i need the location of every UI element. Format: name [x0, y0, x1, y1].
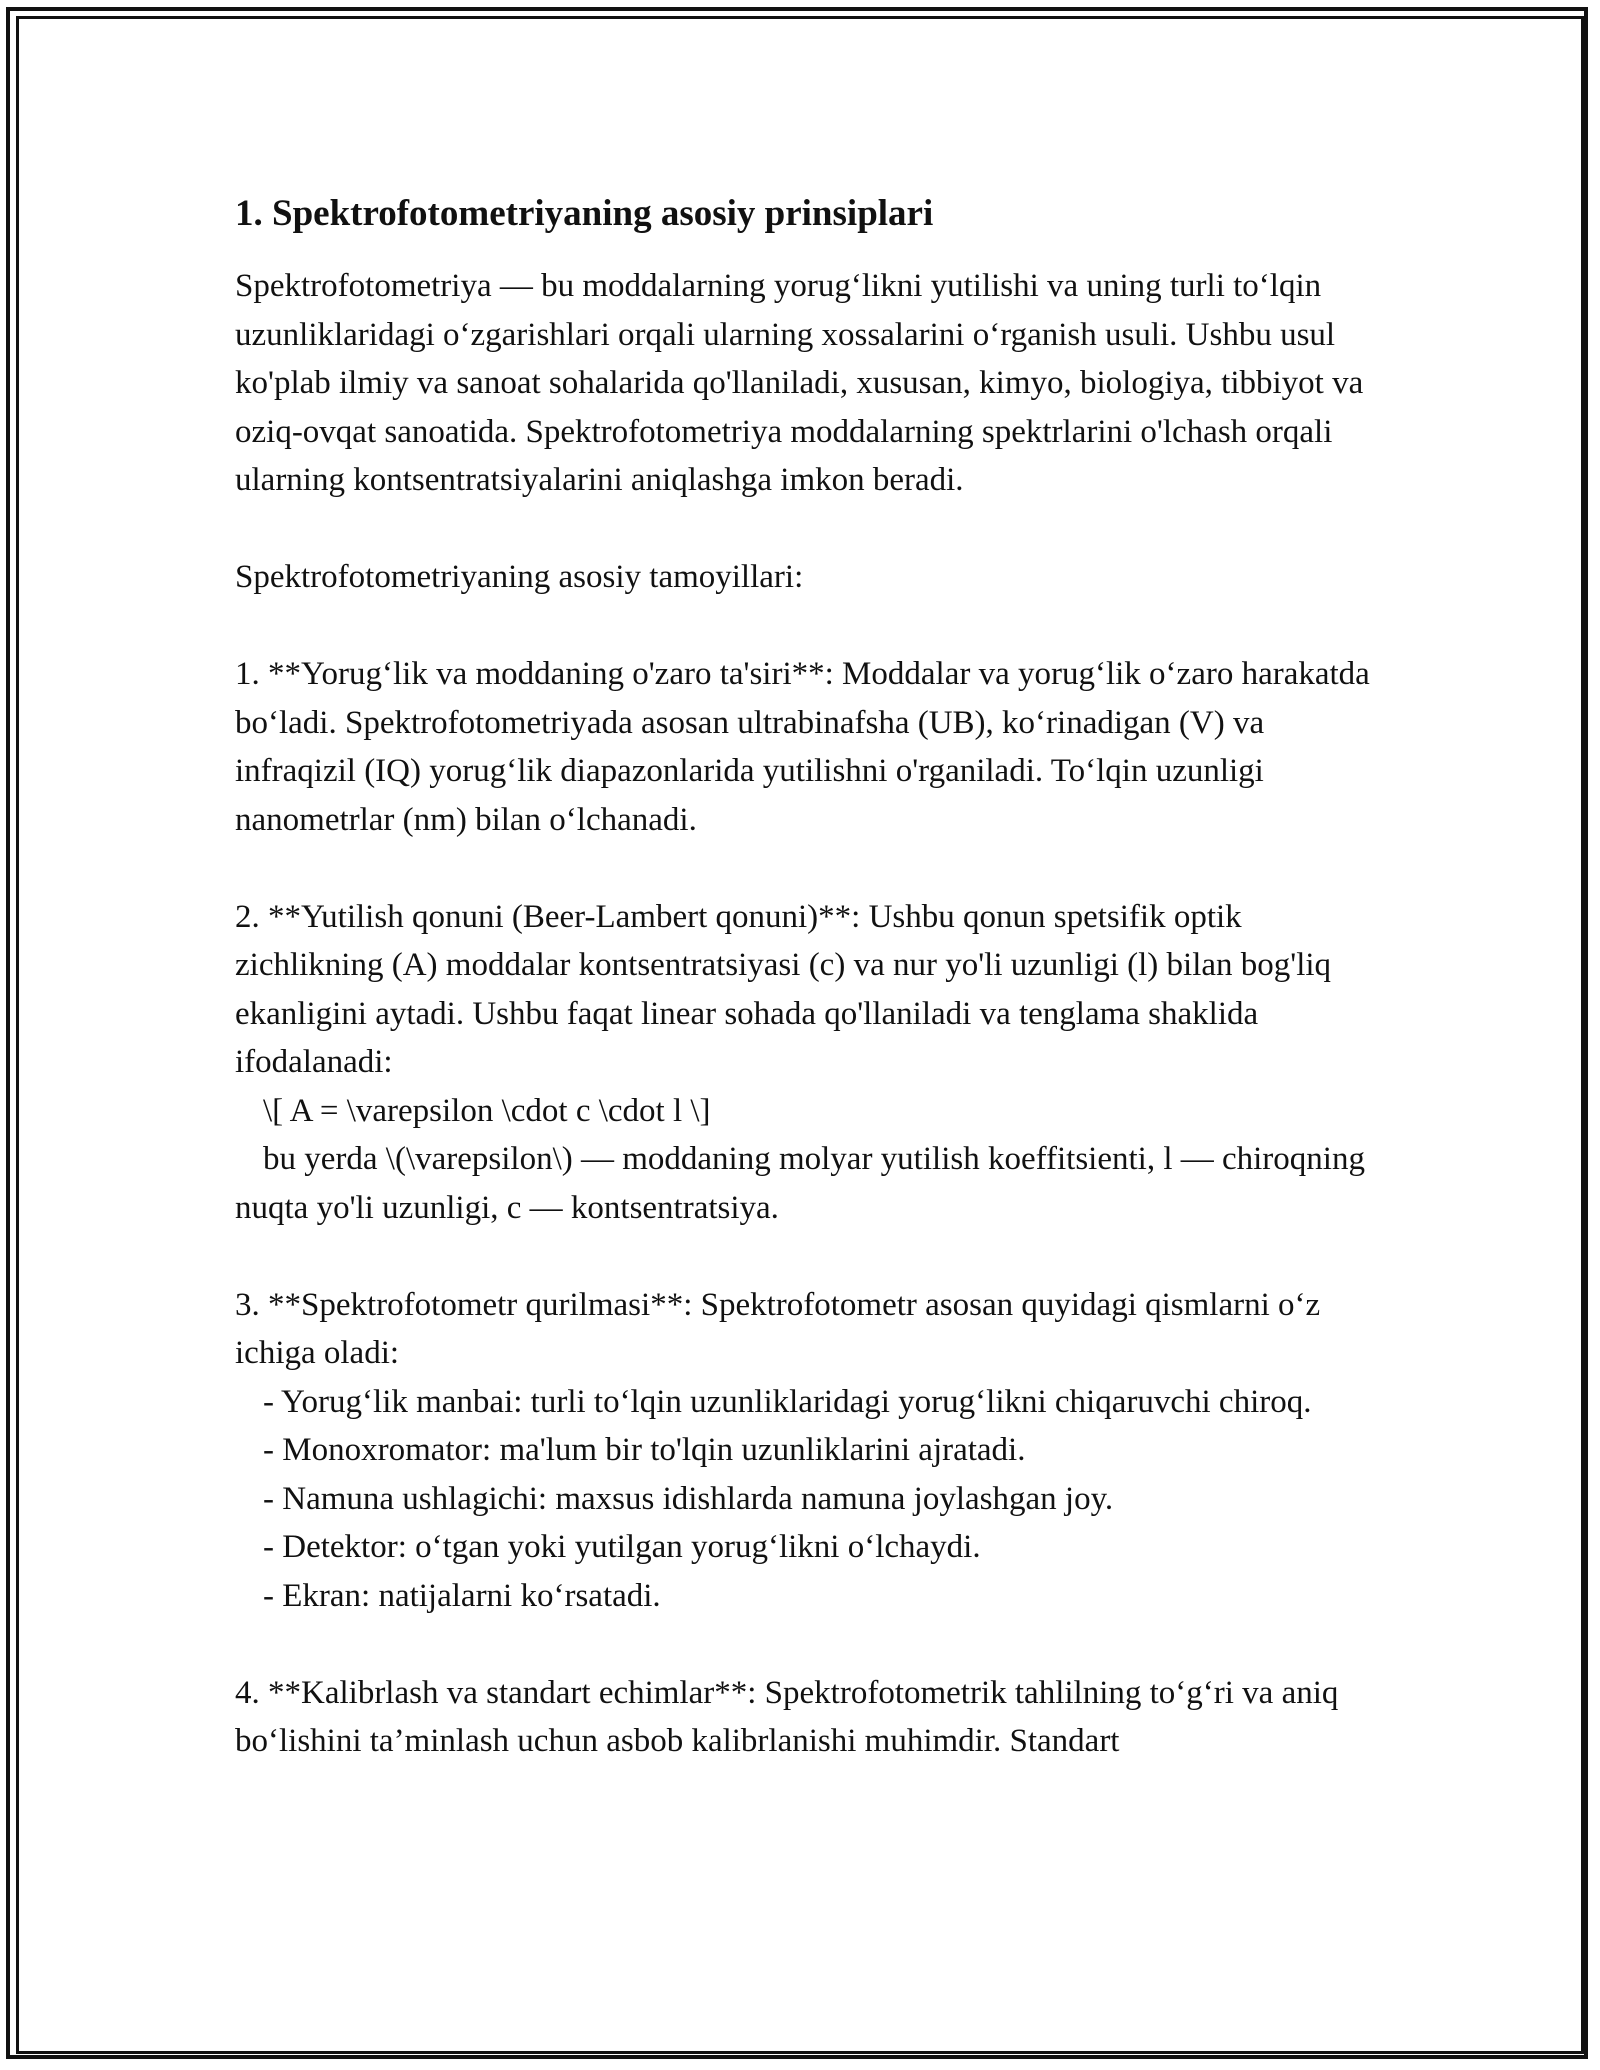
spacer	[235, 505, 1375, 554]
formula-line: \[ A = \varepsilon \cdot c \cdot l \]	[263, 1092, 711, 1129]
section-heading: 1. Spektrofotometriyaning asosiy prinsiplari	[235, 193, 934, 234]
device-part-list-item: - Monoxromator: ma'lum bir to'lqin uzunliklarini ajratadi.	[263, 1432, 1026, 1468]
spacer	[235, 602, 1375, 651]
device-part-list-item: - Detektor: o‘tgan yoki yutilgan yorug‘likni o‘lchaydi.	[263, 1529, 981, 1565]
device-part-list-item: - Ekran: natijalarni ko‘rsatadi.	[263, 1577, 661, 1614]
formula-explanation	[235, 1135, 1375, 1232]
principle-item-3: 3. **Spektrofotometr qurilmasi**: Spektrofotometr asosan quyidagi qismlarni o‘z ichiga oladi:	[235, 1286, 1329, 1371]
principle-item-2: 2. **Yutilish qonuni (Beer-Lambert qonuni)**: Ushbu qonun spetsifik optik zichlikning (A) moddalar kontsentratsiyasi (c) va nur yo'li uzunligi (l) bilan bog'liq ekanligini aytadi. Ushbu faqat linear sohada qo'llaniladi va tenglama shaklida ifodalanadi:	[235, 898, 1340, 1080]
principle-item-1: 1. **Yorug‘lik va moddaning o'zaro ta'siri**: Moddalar va yorug‘lik o‘zaro harakatda bo‘ladi. Spektrofotometriyada asosan ultrabinafsha (UB), ko‘rinadigan (V) va infraqizil (IQ) yorug‘lik diapazonlarida yutilishni o'rganiladi. To‘lqin uzunligi nanometrlar (nm) bilan o‘lchanadi.	[235, 656, 1379, 838]
spacer	[235, 1620, 1375, 1669]
spacer	[235, 1232, 1375, 1281]
device-part-text: - Yorug‘lik manbai: turli to‘lqin uzunliklaridagi yorug‘likni chiqaruvchi chiroq.	[263, 1383, 1312, 1420]
device-part-list-item: - Namuna ushlagichi: maxsus idishlarda namuna joylashgan joy.	[263, 1480, 1114, 1517]
formula-explanation-text: bu yerda \(\varepsilon\) — moddaning molyar yutilish koeffitsienti, l — chiroqning nuqta yo'li uzunligi, c — kontsentratsiya.	[235, 1141, 1374, 1226]
spacer	[235, 844, 1375, 893]
principle-item-4: 4. **Kalibrlash va standart echimlar**: Spektrofotometrik tahlilning to‘g‘ri va aniq bo‘lishini ta’minlash uchun asbob kalibrlanishi muhimdir. Standart	[235, 1674, 1347, 1759]
intro-paragraph: Spektrofotometriya — bu moddalarning yorug‘likni yutilishi va uning turli to‘lqin uzunliklaridagi o‘zgarishlari orqali ularning xossalarini o‘rganish usuli. Ushbu usul ko'plab ilmiy va sanoat sohalarida qo'llaniladi, xususan, kimyo, biologiya, tibbiyot va oziq-ovqat sanoatida. Spektrofotometriya moddalarning spektrlarini o'lchash orqali ularning kontsentratsiyalarini aniqlashga imkon beradi.	[235, 268, 1372, 498]
principles-title: Spektrofotometriyaning asosiy tamoyillari:	[235, 559, 804, 595]
document-body	[235, 188, 1379, 1766]
device-part-list-item	[235, 1378, 1375, 1427]
